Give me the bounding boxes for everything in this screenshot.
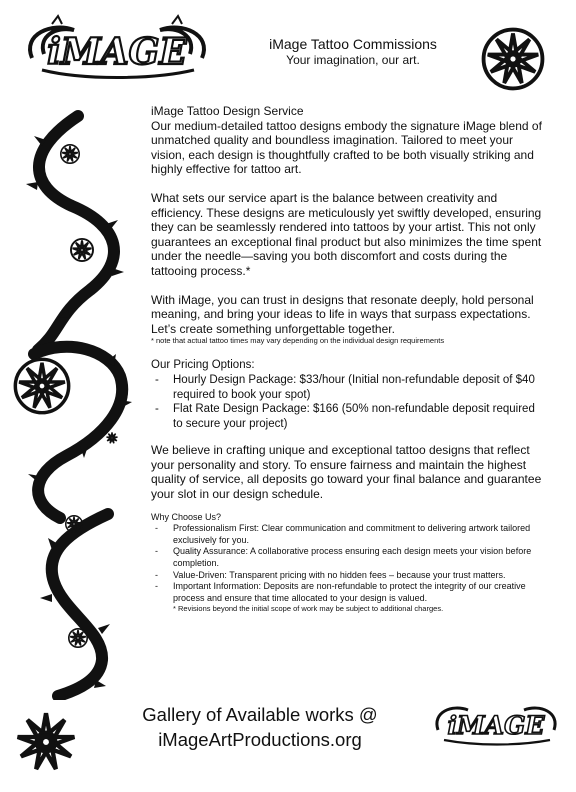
logo-swirl-icon <box>432 700 560 746</box>
logo-text: iMAGE <box>47 31 187 73</box>
page-title: iMage Tattoo Commissions <box>269 36 437 52</box>
balance-paragraph: What sets our service apart is the balance between creativity and efficiency. These designs are meticulously yet swiftly developed, ensuring they can be seamlessly rendered into tattoos by your artist. This not only guarantees an exceptional final product but also minimizes the time spent under the needle—saving you both discomfort and costs during the tattooing process.* <box>151 190 542 278</box>
intro-paragraph: Our medium-detailed tattoo designs embody the signature iMage blend of unmatched quality and boundless imagination. Tailored to meet your vision, each design is thoughtfully crafted to be both visually striking and highly effective for tattoo art. <box>151 118 542 177</box>
pricing-item: - Flat Rate Design Package: $166 (50% non-refundable deposit required to secure your project) <box>151 402 547 431</box>
tiny-star-icon-1 <box>106 432 117 443</box>
belief-paragraph: We believe in crafting unique and exceptional tattoo designs that reflect your personality and story. To ensure fairness and maintain the highest quality of service, all deposits go toward your final balance and guarantee your slot in our design schedule. <box>151 443 542 502</box>
gallery-line: Gallery of Available works @ <box>142 704 378 725</box>
logo-top <box>22 14 212 82</box>
footer <box>95 702 425 752</box>
why-item: - Important Information: Deposits are non-refundable to protect the integrity of our creative process and ensure that time allocated to your design is valued. <box>151 581 547 604</box>
tagline: Your imagination, our art. <box>286 53 420 67</box>
small-star-icon-2 <box>71 239 93 261</box>
logo-swirl-icon <box>22 14 212 82</box>
nine-point-star-icon <box>481 27 545 91</box>
why-item: - Professionalism First: Clear communication and commitment to delivering artwork tailored exclusively for you. <box>151 523 547 546</box>
website-link[interactable]: iMageArtProductions.org <box>158 729 362 750</box>
small-star-icon-4 <box>69 629 87 647</box>
trust-paragraph: With iMage, you can trust in designs that resonate deeply, hold personal meaning, and bring your ideas to life in ways that surpass expectations. Let’s create something unforgettable together. <box>151 292 534 336</box>
pricing-list <box>151 373 547 431</box>
why-title: Why Choose Us? <box>151 511 222 522</box>
why-item: - Quality Assurance: A collaborative process ensuring each design meets your vision before completion. <box>151 546 547 569</box>
main-content <box>151 104 547 614</box>
pricing-item: - Hourly Design Package: $33/hour (Initial non-refundable deposit of $40 required to book your spot) <box>151 373 547 402</box>
logo-bottom <box>432 700 560 746</box>
small-star-icon-1 <box>61 145 79 163</box>
service-title: iMage Tattoo Design Service <box>151 104 304 118</box>
time-note: * note that actual tattoo times may vary depending on the individual design requirements <box>151 336 445 346</box>
why-item: - Value-Driven: Transparent pricing with no hidden fees – because your trust matters. <box>151 570 547 582</box>
large-star-icon <box>15 359 68 412</box>
thorny-vine-icon <box>8 100 138 700</box>
revisions-note: * Revisions beyond the initial scope of work may be subject to additional charges. <box>173 604 444 614</box>
logo-text: iMAGE <box>447 711 545 740</box>
why-list <box>151 523 547 604</box>
pricing-title: Our Pricing Options: <box>151 359 255 372</box>
header <box>228 36 478 68</box>
nine-point-star-icon <box>10 706 82 778</box>
